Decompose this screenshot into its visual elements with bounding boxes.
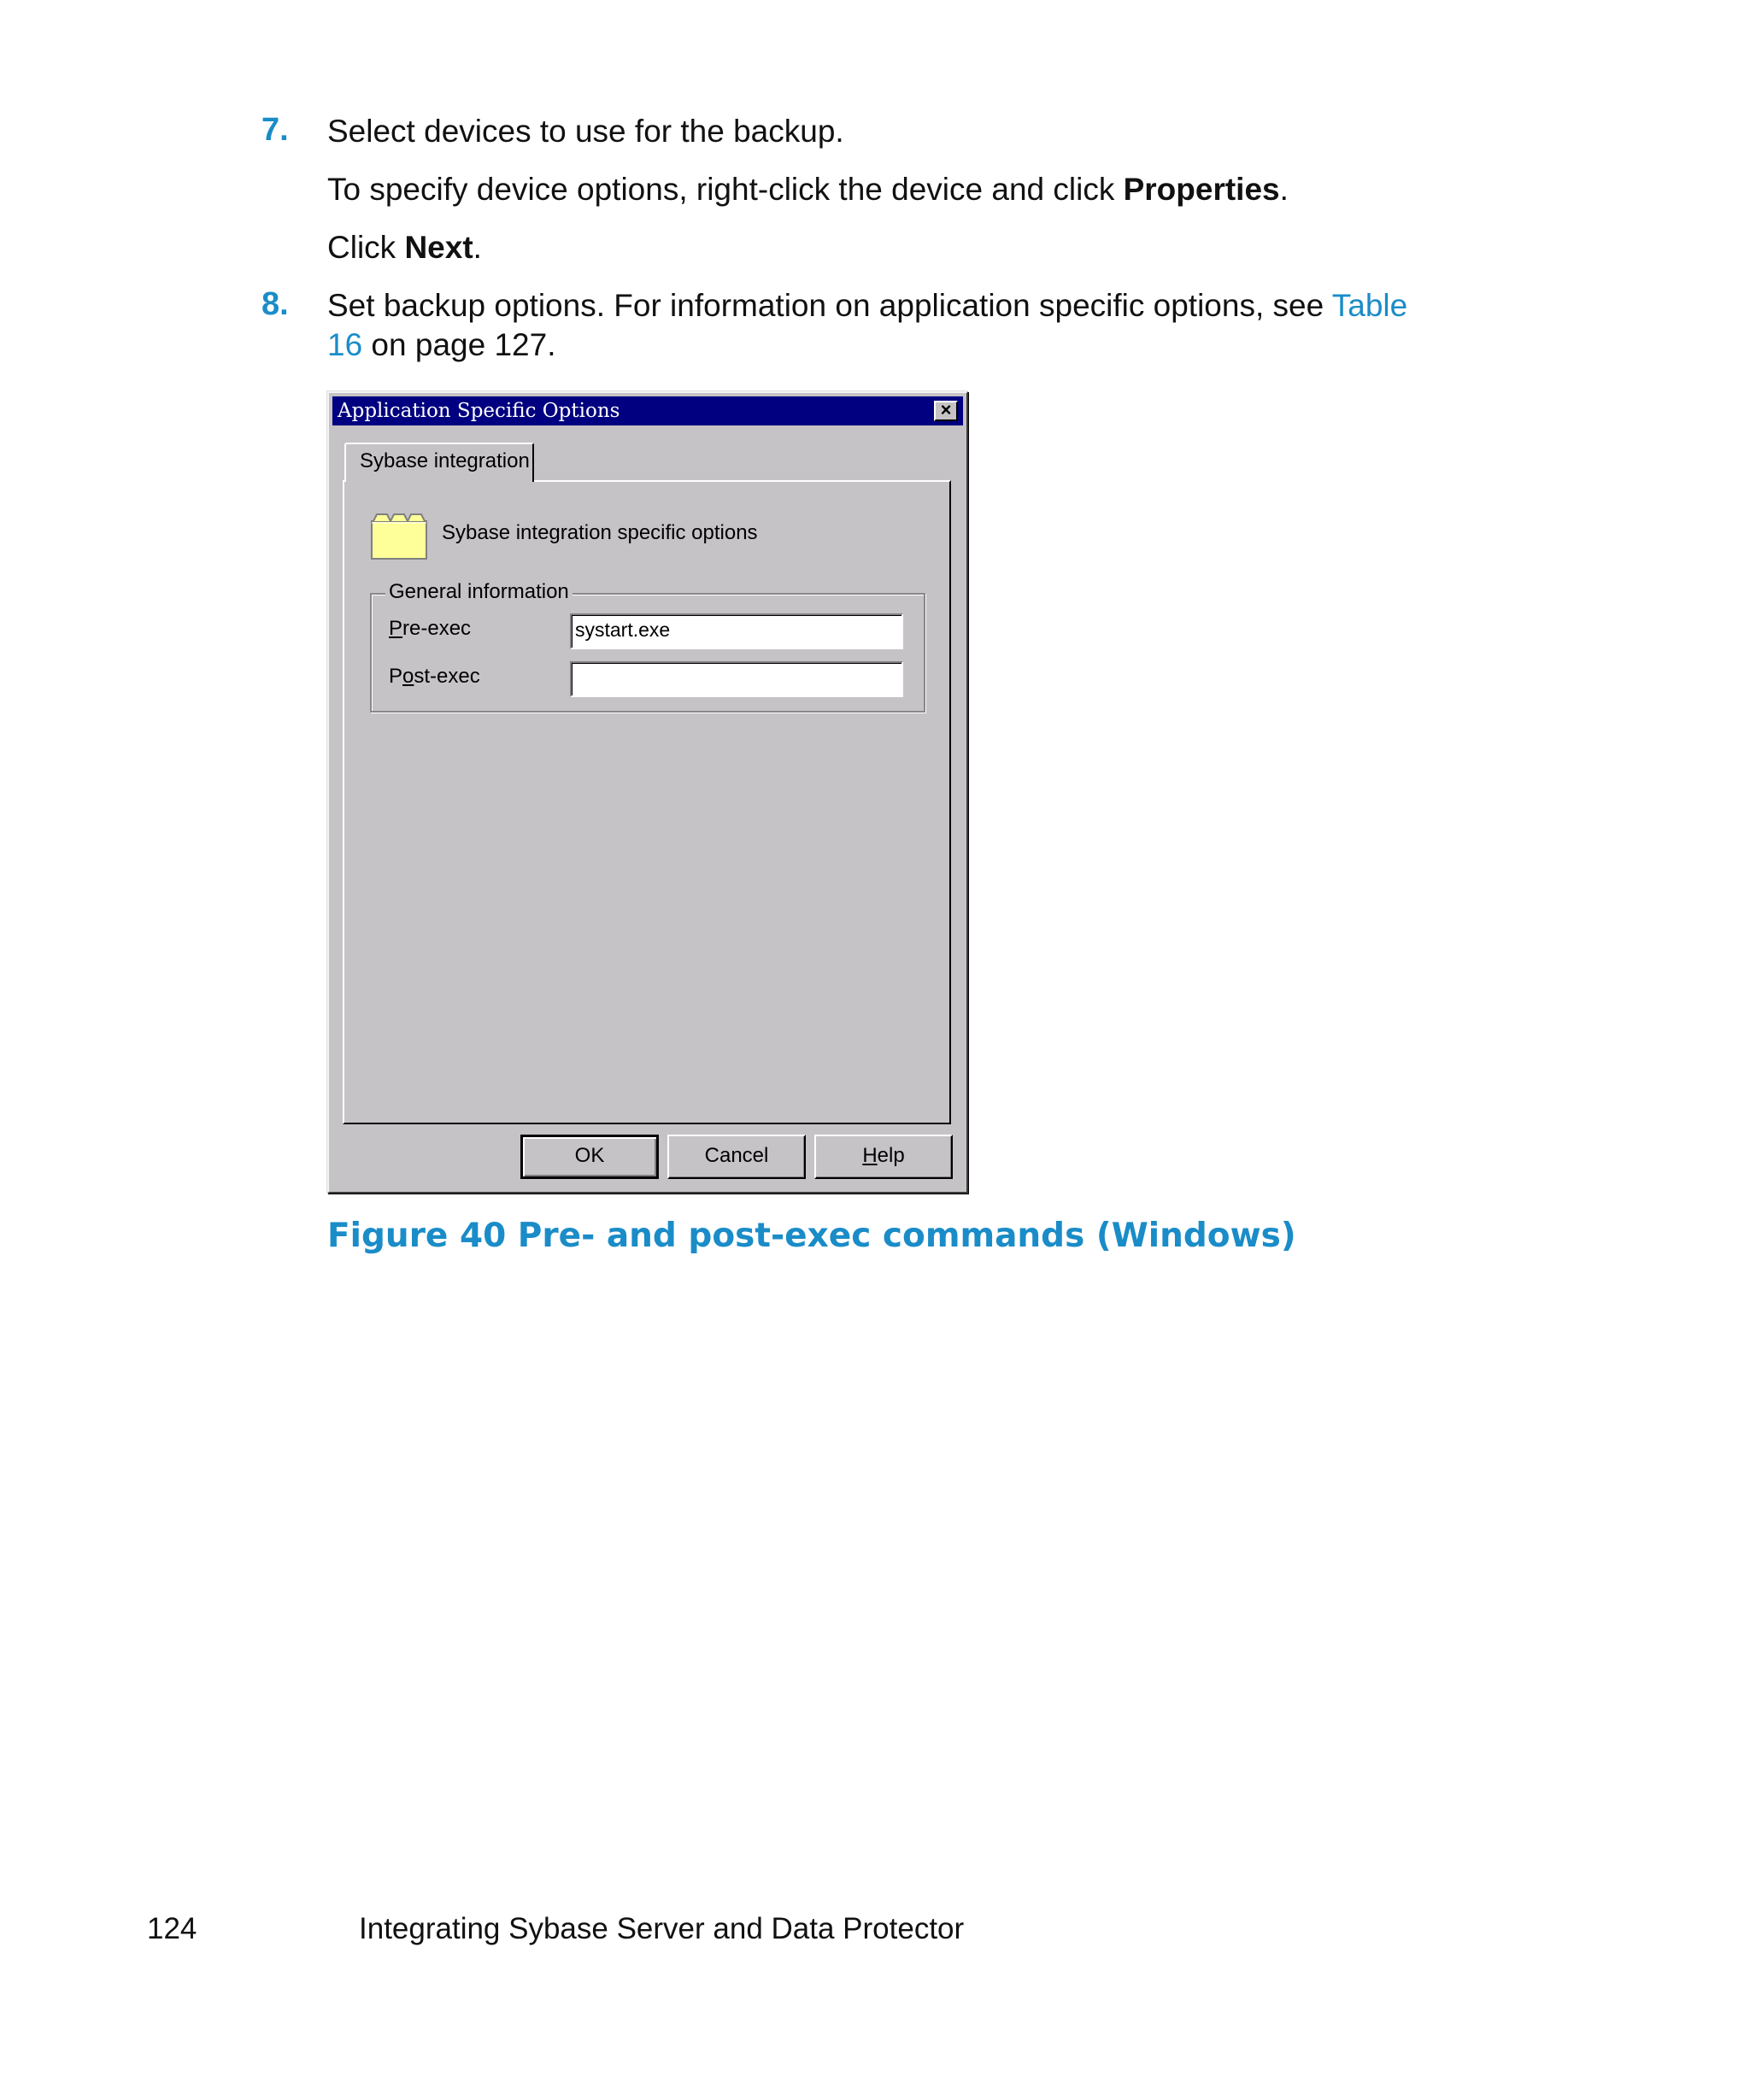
group-title: General information — [385, 580, 573, 604]
help-button[interactable] — [814, 1135, 953, 1179]
step-7-note-prefix: To specify device options, right-click the device and click — [327, 172, 1124, 207]
step-7-click-suffix: . — [473, 230, 482, 265]
step-7-number: 7. — [261, 112, 289, 148]
tab-label: Sybase integration — [360, 449, 530, 472]
close-icon[interactable]: × — [934, 401, 958, 421]
step-7-note-suffix: . — [1279, 172, 1289, 207]
table-link-word[interactable]: Table — [1331, 288, 1408, 323]
step-8-text-suffix: on page 127. — [362, 327, 556, 362]
footer-title: Integrating Sybase Server and Data Protector — [359, 1912, 965, 1945]
pre-exec-label-rest: re-exec — [402, 617, 472, 640]
next-bold: Next — [404, 230, 473, 265]
help-label-rest: elp — [877, 1144, 905, 1167]
ok-button[interactable]: OK — [520, 1135, 659, 1179]
pre-exec-accelerator: P — [389, 617, 403, 640]
dialog-title: Application Specific Options — [338, 400, 620, 422]
post-exec-label-pre: P — [389, 665, 403, 688]
step-7-click — [327, 228, 482, 267]
pre-exec-input[interactable]: systart.exe — [570, 613, 903, 649]
table-link-number[interactable]: 16 — [327, 327, 363, 362]
folder-icon — [370, 513, 428, 560]
figure-caption: Figure 40 Pre- and post-exec commands (Windows) — [327, 1217, 1296, 1255]
cancel-button[interactable]: Cancel — [667, 1135, 806, 1179]
step-7-note — [327, 170, 1289, 209]
application-specific-options-dialog — [327, 391, 968, 1194]
general-information-group — [370, 580, 925, 713]
step-8-text — [327, 286, 1430, 365]
post-exec-label-rest: st-exec — [414, 665, 480, 688]
step-8-text-prefix: Set backup options. For information on application specific options, see — [327, 288, 1332, 323]
post-exec-accelerator: o — [402, 665, 414, 688]
step-7-click-prefix: Click — [327, 230, 405, 265]
step-7-text: Select devices to use for the backup. — [327, 114, 844, 149]
post-exec-label — [389, 665, 480, 689]
tab-panel — [343, 480, 951, 1124]
post-exec-input[interactable] — [570, 661, 903, 697]
tab-sybase-integration[interactable] — [344, 443, 534, 482]
dialog-titlebar[interactable] — [332, 396, 963, 425]
properties-bold: Properties — [1123, 172, 1280, 207]
page-number: 124 — [147, 1912, 197, 1945]
pre-exec-label — [389, 617, 471, 641]
step-8-number: 8. — [261, 286, 289, 322]
panel-heading: Sybase integration specific options — [442, 521, 758, 544]
help-accelerator: H — [862, 1144, 878, 1167]
